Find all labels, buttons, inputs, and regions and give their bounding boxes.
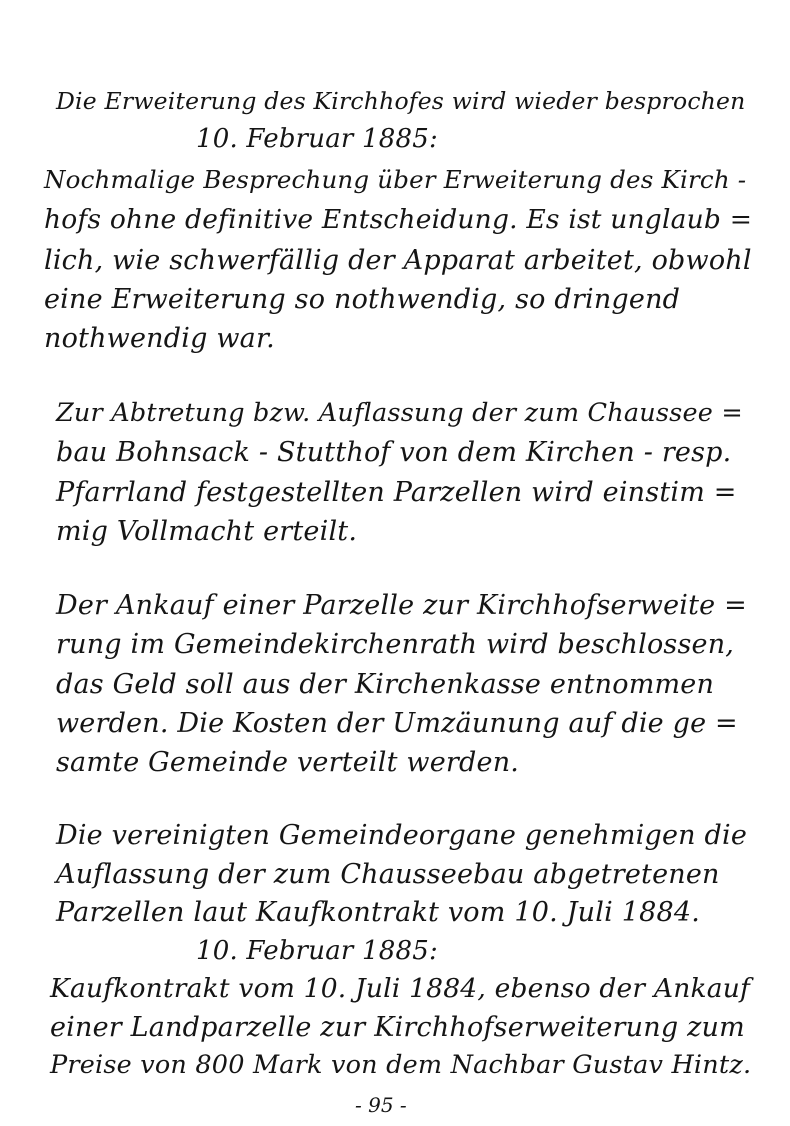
- paragraph-3-line-3: das Geld soll aus der Kirchenkasse entnommen: [56, 669, 715, 700]
- paragraph-4-line-2: Auflassung der zum Chausseebau abgetretenen: [56, 859, 720, 890]
- paragraph-1-line-1: Nochmalige Besprechung über Erweiterung des Kirch -: [44, 165, 747, 194]
- paragraph-4-date: 10. Februar 1885:: [196, 936, 438, 966]
- paragraph-4-line-5: einer Landparzelle zur Kirchhofserweiterung zum: [50, 1012, 745, 1043]
- paragraph-3-line-4: werden. Die Kosten der Umzäunung auf die ge =: [56, 708, 738, 739]
- paragraph-4-line-4: Kaufkontrakt vom 10. Juli 1884, ebenso der Ankauf: [50, 973, 751, 1004]
- paragraph-3-line-2: rung im Gemeindekirchenrath wird beschlossen,: [56, 629, 735, 660]
- paragraph-1-date: 10. Februar 1885:: [196, 124, 438, 154]
- paragraph-3-line-1: Der Ankauf einer Parzelle zur Kirchhofserweite =: [56, 590, 747, 621]
- paragraph-1-line-4: eine Erweiterung so nothwendig, so dringend: [44, 284, 681, 315]
- paragraph-4-line-6: Preise von 800 Mark von dem Nachbar Gustav Hintz.: [50, 1050, 752, 1080]
- paragraph-2-line-4: mig Vollmacht erteilt.: [56, 516, 358, 547]
- paragraph-1-line-5: nothwendig war.: [44, 323, 275, 354]
- paragraph-1-line-3: lich, wie schwerfällig der Apparat arbeitet, obwohl: [44, 245, 752, 276]
- paragraph-3-line-5: samte Gemeinde verteilt werden.: [56, 747, 520, 778]
- paragraph-4-line-3: Parzellen laut Kaufkontrakt vom 10. Juli 1884.: [56, 897, 701, 928]
- paragraph-2-line-3: Pfarrland festgestellten Parzellen wird einstim =: [56, 477, 737, 508]
- paragraph-4-line-1: Die vereinigten Gemeindeorgane genehmigen die: [56, 820, 748, 851]
- paragraph-2-line-1: Zur Abtretung bzw. Auflassung der zum Chaussee =: [56, 398, 743, 428]
- paragraph-2-line-2: bau Bohnsack - Stutthof von dem Kirchen - resp.: [56, 437, 732, 468]
- paragraph-1-heading: Die Erweiterung des Kirchhofes wird wieder besprochen: [56, 87, 746, 115]
- paragraph-1-line-2: hofs ohne definitive Entscheidung. Es ist unglaub =: [44, 204, 753, 235]
- page-number: - 95 -: [355, 1093, 407, 1117]
